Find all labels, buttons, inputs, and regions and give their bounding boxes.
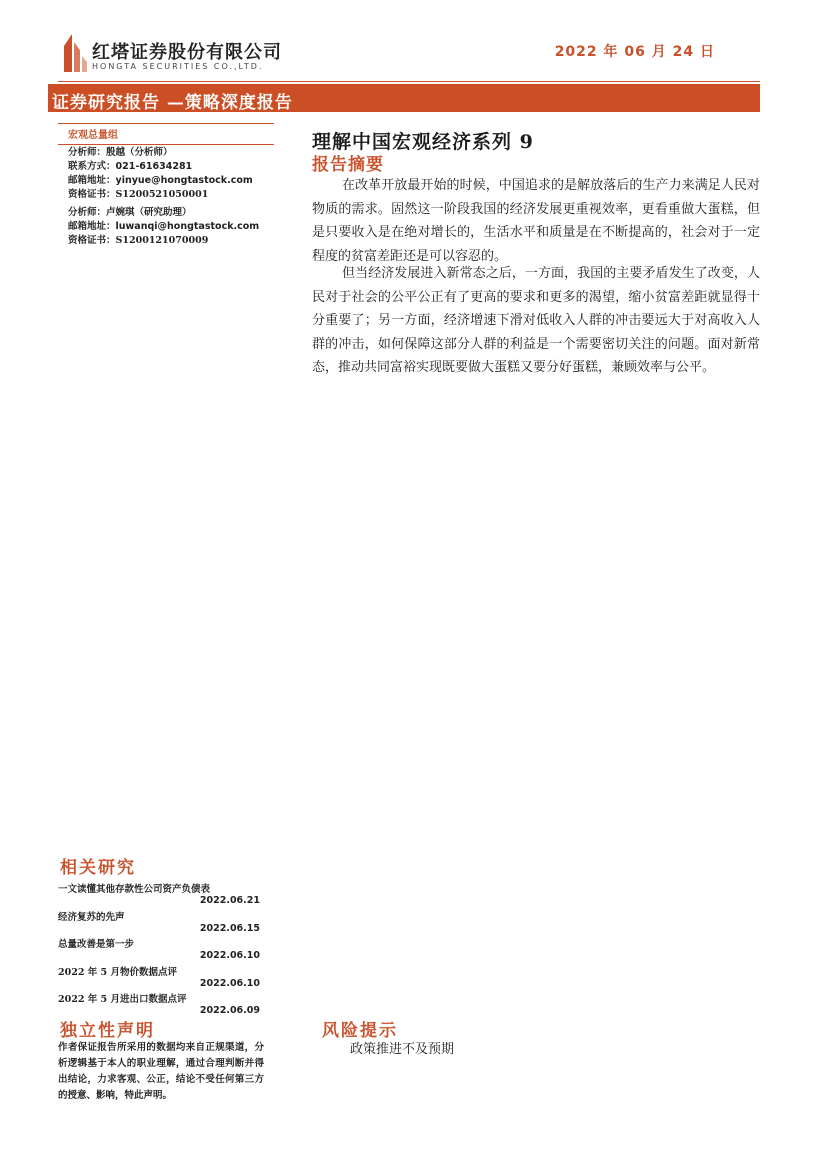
analyst-1-phone: 联系方式：021-61634281 (68, 161, 193, 172)
company-name-cn: 红塔证券股份有限公司 (92, 42, 282, 63)
analyst-1-email[interactable]: 邮箱地址：yinyue@hongtastock.com (68, 175, 253, 186)
related-item-title[interactable]: 经济复苏的先声 (58, 912, 125, 923)
independence-text: 作者保证报告所采用的数据均来自正规渠道，分析逻辑基于本人的职业理解，通过合理判断并得出结论，力求客观、公正，结论不受任何第三方的授意、影响，特此声明。 (58, 1042, 264, 1101)
related-item-date: 2022.06.15 (199, 923, 260, 934)
analyst-1-cert: 资格证书：S1200521050001 (68, 189, 209, 200)
related-item-title[interactable]: 2022 年 5 月物价数据点评 (58, 967, 177, 978)
company-name-en: HONGTA SECURITIES CO.,LTD. (92, 62, 264, 71)
research-group-label: 宏观总量组 (68, 130, 118, 141)
summary-paragraph-2: 但当经济发展进入新常态之后，一方面，我国的主要矛盾发生了改变，人民对于社会的公平公正有了更高的要求和更多的渴望，缩小贫富差距就显得十分重要了；另一方面，经济增速下滑对低收入人群的冲击要远大于对高收入人群的冲击，如何保障这部分人群的利益是一个需要密切关注的问题。面对新常态，推动共同富裕实现既要做大蛋糕又要分好蛋糕，兼顾效率与公平。 (312, 266, 760, 376)
summary-heading: 报告摘要 (312, 155, 384, 175)
header-divider (58, 81, 760, 82)
analyst-1-name: 分析师：殷越（分析师） (68, 147, 173, 158)
risk-text: 政策推进不及预期 (350, 1042, 455, 1057)
related-research-heading: 相关研究 (60, 858, 136, 878)
independence-heading: 独立性声明 (60, 1021, 155, 1041)
related-item-date: 2022.06.10 (199, 950, 260, 961)
related-item-title[interactable]: 一文读懂其他存款性公司资产负债表 (58, 884, 211, 895)
related-item-title[interactable]: 总量改善是第一步 (58, 939, 135, 950)
analyst-2-name: 分析师：卢婉琪（研究助理） (68, 207, 192, 218)
analyst-2-email[interactable]: 邮箱地址：luwanqi@hongtastock.com (68, 221, 260, 232)
summary-paragraph-1: 在改革开放最开始的时候，中国追求的是解放落后的生产力来满足人民对物质的需求。固然这一阶段我国的经济发展更重视效率，更看重做大蛋糕，但是只要收入是在绝对增长的，生活水平和质量是在不断提高的，社会对于一定程度的贫富差距还是可以容忍的。 (312, 178, 760, 264)
report-title: 理解中国宏观经济系列 9 (312, 131, 534, 153)
company-logo-icon (58, 32, 88, 72)
risk-heading: 风险提示 (322, 1021, 398, 1041)
related-item-date: 2022.06.09 (199, 1005, 260, 1016)
report-date: 2022 年 06 月 24 日 (554, 44, 715, 60)
related-item-date: 2022.06.21 (199, 895, 260, 906)
related-item-title[interactable]: 2022 年 5 月进出口数据点评 (58, 994, 187, 1005)
analyst-2-cert: 资格证书：S1200121070009 (68, 235, 209, 246)
report-type-label: 证券研究报告 —策略深度报告 (52, 93, 293, 113)
related-item-date: 2022.06.10 (199, 978, 260, 989)
